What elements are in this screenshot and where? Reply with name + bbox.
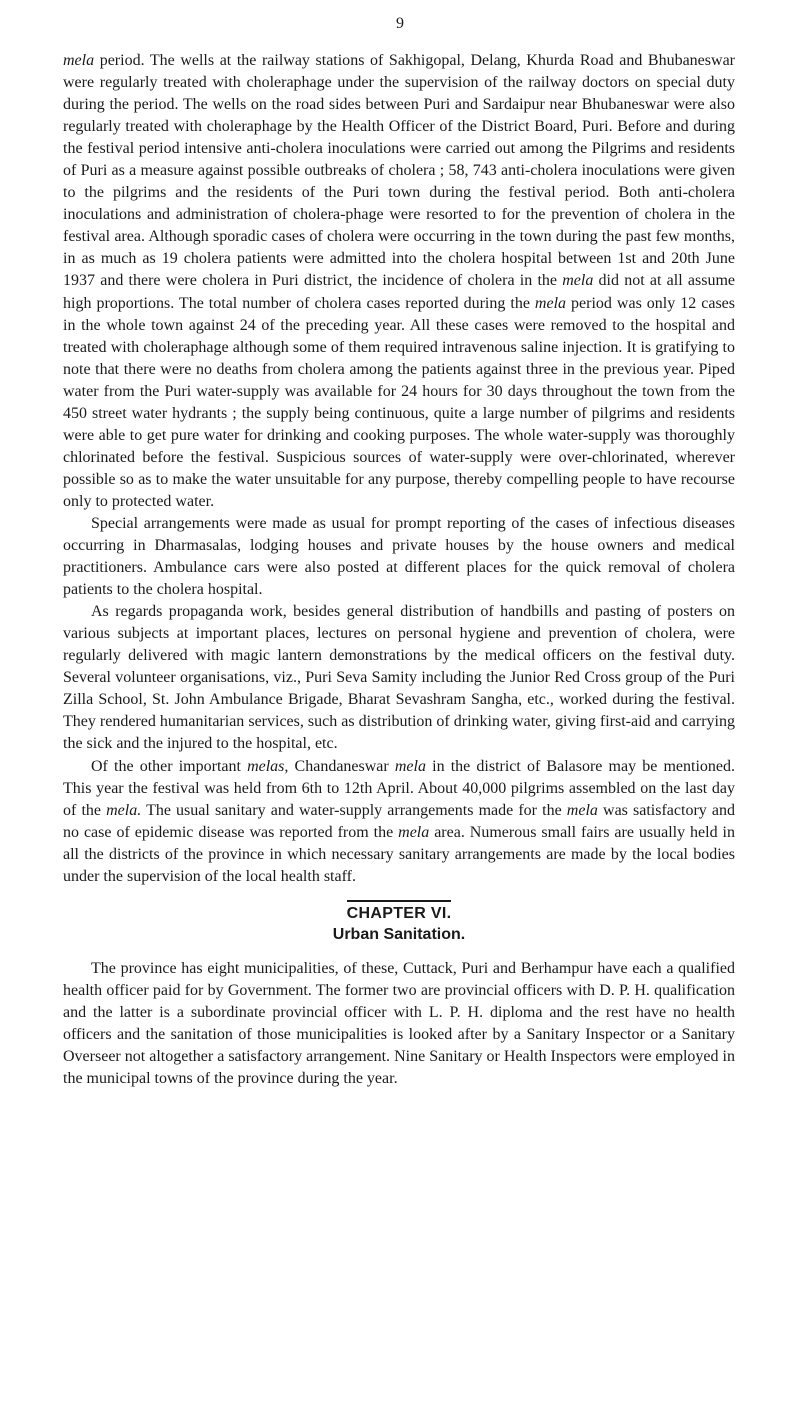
- chapter-subtitle: Urban Sanitation.: [332, 925, 466, 943]
- text-run: The province has eight municipalities, of these, Cuttack, Puri and Berhampur have each a qualified health officer paid for by Government. The former two are provincial officers with D. P. H. qualification and the latter is a subordinate provincial officer with L. P. H. diploma and the rest have no health officers and the sanitation of those municipalities is looked after by a Sanitary Inspector or a Sanitary Overseer not altogether a satisfactory arrangement. Nine Sanitary or Health Inspectors were employed in the municipal towns of the province during the year.: [63, 959, 735, 1088]
- paragraph: [63, 756, 735, 888]
- chapter-heading: CHAPTER VI.: [347, 900, 452, 924]
- text-run: period. The wells at the railway stations of Sakhigopal, Delang, Khurda Road and Bhubaneswar were regularly treated with choleraphage under the supervision of the railway doctors on special duty during the period. The wells on the road sides between Puri and Sardaipur near Bhubaneswar were also regularly treated with choleraphage by the Health Officer of the District Board, Puri. Before and during the festival period intensive anti-cholera inoculations were carried out among the Pilgrims and residents of Puri as a measure against possible outbreaks of cholera ; 58, 743 anti-cholera inoculations were given to the pilgrims and the residents of the Puri town during the festival period. Both anti-cholera inoculations and administration of cholera-phage were resorted to for the prevention of cholera in the festival area. Although sporadic cases of cholera were occurring in the town during the past few months, in as much as 19 cholera patients were admitted into the cholera hospital between 1st and 20th June 1937 and there were cholera in Puri district, the incidence of cholera in the: [63, 52, 735, 290]
- text-run: Chandaneswar: [288, 757, 395, 775]
- body-text: [63, 50, 735, 1090]
- text-run: period was only 12 cases in the whole town against 24 of the preceding year. All these cases were removed to the hospital and treated with choleraphage although some of them required intravenous saline injection. It is gratifying to note that there were no deaths from cholera among the patients against three in the previous year. Piped water from the Puri water-supply was available for 24 hours for 30 days throughout the town from the 450 street water hydrants ; the supply being continuous, quite a large number of pilgrims and residents were able to get pure water for drinking and cooking purposes. The whole water-supply was thoroughly chlorinated before the festival. Suspicious sources of water-supply were over-chlorinated, wherever possible so as to make the water unsuitable for any purpose, thereby compelling people to have recourse only to protected water.: [63, 294, 735, 510]
- italic-term: mela: [398, 823, 430, 841]
- italic-term: mela: [566, 801, 598, 819]
- paragraph: [63, 513, 735, 601]
- text-run: The usual sanitary and water-supply arrangements made for the: [141, 801, 567, 819]
- chapter-header: [63, 900, 735, 946]
- text-run: area. Numerous small fairs are usually held in all the districts of the province in which necessary sanitary arrangements are made by the local bodies under the supervision of the local health staff.: [63, 823, 736, 885]
- italic-term: mela: [534, 294, 567, 312]
- page-number: 9: [396, 15, 404, 32]
- italic-term: mela.: [106, 801, 142, 819]
- paragraph: [63, 601, 735, 755]
- text-run: Of the other important: [91, 757, 248, 775]
- italic-term: mela: [562, 272, 594, 290]
- top-paragraphs: [63, 50, 735, 888]
- italic-term: melas,: [247, 757, 289, 775]
- text-run: As regards propaganda work, besides general distribution of handbills and pasting of posters on various subjects at important places, lectures on personal hygiene and prevention of cholera, were regularly delivered with magic lantern demonstrations by the medical officers on the festival duty. Several volunteer organisations, viz., Puri Seva Samity including the Junior Red Cross group of the Puri Zilla School, St. John Ambulance Brigade, Bharat Sevashram Sangha, etc., worked during the festival. They rendered humanitarian services, such as distribution of drinking water, giving first-aid and carrying the sick and the injured to the hospital, etc.: [63, 603, 735, 753]
- paragraph: [63, 958, 735, 1090]
- italic-term: mela: [394, 757, 426, 775]
- bottom-paragraphs: [63, 958, 735, 1090]
- text-run: in the district of Balasore may be mentioned. This year the festival was held from 6th to 12th April. About 40,000 pilgrims assembled on the last day of the: [63, 757, 736, 819]
- text-run: did not at all assume high proportions. The total number of cholera cases reported during the: [63, 272, 735, 312]
- text-run: Special arrangements were made as usual for prompt reporting of the cases of infectious diseases occurring in Dharmasalas, lodging houses and private houses by the house owners and medical practitioners. Ambulance cars were also posted at different places for the quick removal of cholera patients to the cholera hospital.: [63, 514, 735, 599]
- paragraph: [63, 50, 735, 513]
- text-run: was satisfactory and no case of epidemic disease was reported from the: [63, 801, 736, 841]
- italic-term: mela: [63, 52, 95, 69]
